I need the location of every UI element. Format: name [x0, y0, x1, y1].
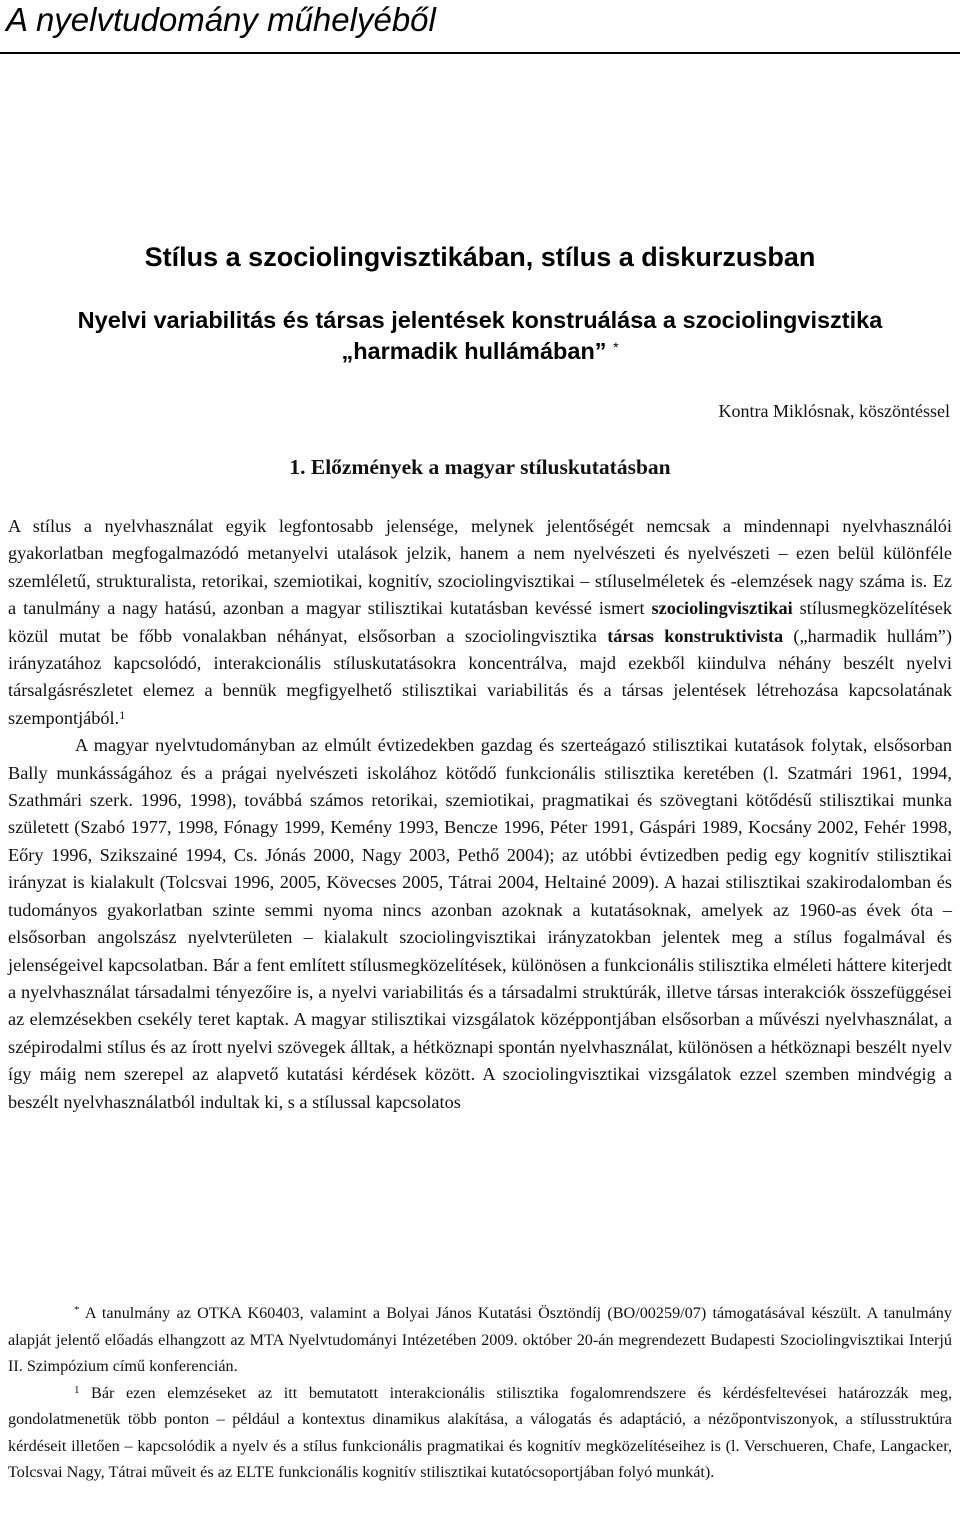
paragraph-1-text-a: A stílus a nyelvhasználat egyik legfontosabb jelensége, melynek jelentőségét nemcsak a mindennapi nyelvhasználói gyakorlatban megfogalmazódó metanyelvi utalások jelzik, hanem a nem nyelvészeti és nyelvészeti – ezen belül különféle szemléletű, strukturalista, retorikai, szemiotikai, kognitív, szociolingvisztikai – stíluselméletek és -elemzések nagy száma is. Ez a tanulmány a nagy hatású, azonban a magyar stilisztikai kutatásban kevéssé ismert	[8, 516, 952, 619]
footnote-star	[8, 1300, 952, 1380]
subtitle-line-1: Nyelvi variabilitás és társas jelentések konstruálása a szociolingvisztika	[77, 307, 883, 333]
paragraph-2: A magyar nyelvtudományban az elmúlt évtizedekben gazdag és szerteágazó stilisztikai kutatások folytak, elsősorban Bally munkásságához és a prágai nyelvészeti iskolához kötődő funkcionális stilisztika keretében (l. Szatmári 1961, 1994, Szathmári szerk. 1996, 1998), továbbá számos retorikai, szemiotikai, pragmatikai és szövegtani kötődésű stilisztikai munka született (Szabó 1977, 1998, Fónagy 1999, Kemény 1993, Bencze 1996, Péter 1991, Gáspári 1989, Kocsány 2002, Fehér 1998, Eőry 1996, Szikszainé 1994, Cs. Jónás 2000, Nagy 2003, Pethő 2004); az utóbbi évtizedben pedig egy kognitív stilisztikai irányzat is kialakult (Tolcsvai 1996, 2005, Kövecses 2005, Tátrai 2004, Heltainé 2009). A hazai stilisztikai szakirodalomban és tudományos gyakorlatban szinte semmi nyoma nincs azonban azoknak a kutatásoknak, amelyek az 1960-as évek óta – elsősorban angolszász nyelvterületen – kialakult szociolingvisztikai irányzatokban jelentek meg a stílus fogalmával és jelenségeivel kapcsolatban. Bár a fent említett stílusmegközelítések, különösen a funkcionális stilisztika elméleti háttere kiterjedt a nyelvhasználat társadalmi tényezőire is, a nyelvi variabilitás és a társadalmi struktúrák, illetve társas interakciók összefüggései az elemzésekben csekély teret kaptak. A magyar stilisztikai vizsgálatok középpontjában elsősorban a művészi nyelvhasználat, a szépirodalmi stílus és az írott nyelvi szövegek álltak, a hétköznapi spontán nyelvhasználat, különösen a hétköznapi beszélt nyelv így máig nem szerepel az alapvető kutatási kérdések között. A szociolingvisztikai vizsgálatok ezzel szemben mindvégig a beszélt nyelvhasználatból indultak ki, s a stílussal kapcsolatos	[8, 735, 952, 1112]
article-subtitle	[0, 305, 960, 367]
article-title: Stílus a szociolingvisztikában, stílus a diskurzusban	[144, 242, 816, 272]
section-heading: 1. Előzmények a magyar stíluskutatásban	[289, 455, 671, 479]
paragraph-1	[8, 513, 952, 732]
subtitle-line-2	[0, 336, 960, 367]
dedication: Kontra Miklósnak, köszöntéssel	[718, 401, 950, 421]
header-divider	[0, 52, 960, 54]
footnote-1-ref[interactable]: 1	[119, 707, 126, 722]
paragraph-1-text-c: stílusmegközelítések közül mutat be főbb vonalakban néhányat, elsősorban a szociolingvisztika	[8, 598, 952, 646]
footnote-star-mark: *	[74, 1304, 80, 1316]
paragraph-1-text-e: („harmadik hullám”) irányzatához kapcsolódó, interakcionális stíluskutatásokra koncentrálva, majd ezekből kiindulva néhány beszélt nyelvi társalgásrészletet elemez a bennük megfigyelhető stilisztikai variabilitás és a társas jelentések létrehozása kapcsolatának szempontjából.	[8, 625, 952, 728]
footnote-1-mark: 1	[74, 1383, 80, 1396]
article-body	[8, 513, 952, 1116]
footnotes	[8, 1300, 952, 1486]
journal-section-header: A nyelvtudomány műhelyéből	[6, 1, 436, 38]
subtitle-line-2-text: „harmadik hullámában”	[341, 338, 607, 364]
emphasis-social-constructivist: társas konstruktivista	[607, 625, 784, 646]
emphasis-sociolinguistic: szociolingvisztikai	[651, 598, 793, 619]
footnote-star-text: A tanulmány az OTKA K60403, valamint a Bolyai János Kutatási Ösztöndíj (BO/00259/07) támogatásával készült. A tanulmány alapját jelentő előadás elhangzott az MTA Nyelvtudományi Intézetében 2009. október 20-án megrendezett Budapesti Szociolingvisztikai Interjú II. Szimpózium című konferencián.	[8, 1304, 952, 1375]
footnote-1	[8, 1380, 952, 1486]
footnote-star-ref[interactable]: *	[613, 339, 619, 355]
footnote-1-text: Bár ezen elemzéseket az itt bemutatott interakcionális stilisztika fogalomrendszere és kérdésfeltevései határozzák meg, gondolatmenetük több ponton – például a kontextus dinamikus alakítása, a válogatás és adaptáció, a nézőpontviszonyok, a stílusstruktúra kérdéseit illetően – kapcsolódik a nyelv és a stílus funkcionális pragmatikai és kognitív megközelítéseihez is (l. Verschueren, Chafe, Langacker, Tolcsvai Nagy, Tátrai műveit és az ELTE funkcionális kognitív stilisztikai kutatócsoportjában folyó munkát).	[8, 1383, 952, 1481]
